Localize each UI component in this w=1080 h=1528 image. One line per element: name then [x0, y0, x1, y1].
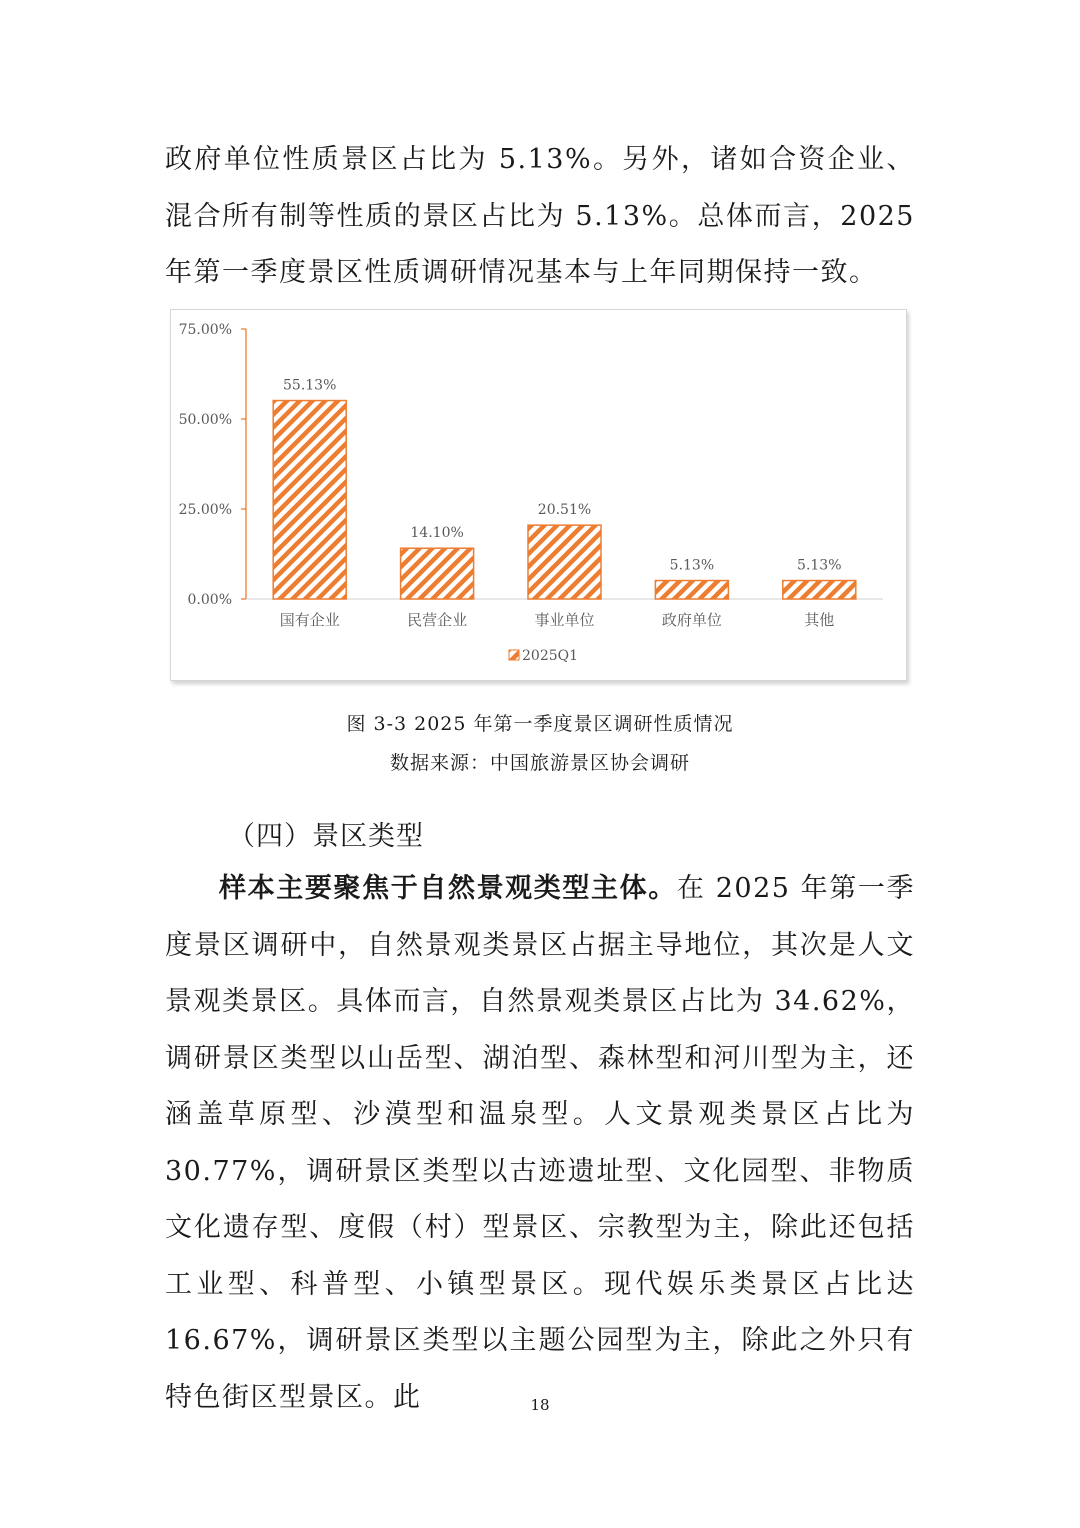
intro-text: 政府单位性质景区占比为 5.13%。另外，诸如合资企业、混合所有制等性质的景区占比为 5.13%。总体而言，2025 年第一季度景区性质调研情况基本与上年同期保持一致。 [165, 144, 915, 288]
y-tick-label: 50.00% [178, 412, 232, 428]
bar-chart [170, 309, 907, 681]
x-tick-label: 其他 [804, 611, 835, 629]
y-tick-label: 75.00% [178, 322, 232, 338]
section-heading: （四）景区类型 [228, 821, 424, 852]
y-tick-label: 25.00% [178, 502, 232, 518]
legend-label: 2025Q1 [522, 648, 579, 664]
bold-lead-sentence: 样本主要聚焦于自然景观类型主体。 [219, 873, 677, 904]
body-text: 在 2025 年第一季度景区调研中，自然景观类景区占据主导地位，其次是人文景观类景区。具体而言，自然景观类景区占比为 34.62%，调研景区类型以山岳型、湖泊型、森林型和河川型为主，还涵盖草原型、沙漠型和温泉型。人文景观类景区占比为 30.77%，调研景区类型以古迹遗址型、文化园型、非物质文化遗存型、度假（村）型景区、宗教型为主，除此还包括工业型、科普型、小镇型景区。现代娱乐类景区占比达 16.67%，调研景区类型以主题公园型为主，除此之外只有特色街区型景区。此 [165, 873, 915, 1413]
data-label: 20.51% [537, 502, 592, 519]
page-number: 18 [530, 1396, 550, 1414]
data-label: 55.13% [283, 377, 337, 394]
figure-caption: 图 3-3 2025 年第一季度景区调研性质情况 [346, 713, 734, 735]
x-tick-label: 事业单位 [534, 611, 595, 629]
y-tick-label: 0.00% [187, 592, 232, 608]
data-label: 14.10% [410, 525, 464, 542]
x-tick-label: 政府单位 [661, 611, 722, 629]
body-paragraph [165, 861, 915, 1426]
figure-source: 数据来源：中国旅游景区协会调研 [389, 752, 690, 774]
bar [273, 401, 346, 599]
bar [528, 525, 601, 599]
bar [401, 548, 474, 599]
chart-canvas [171, 310, 906, 680]
data-label: 5.13% [669, 557, 715, 574]
bar [783, 581, 856, 599]
x-tick-label: 民营企业 [407, 611, 468, 629]
x-tick-label: 国有企业 [279, 611, 340, 629]
intro-paragraph [165, 132, 915, 302]
data-label: 5.13% [797, 557, 842, 574]
bar [655, 581, 728, 599]
legend-swatch [509, 650, 519, 660]
